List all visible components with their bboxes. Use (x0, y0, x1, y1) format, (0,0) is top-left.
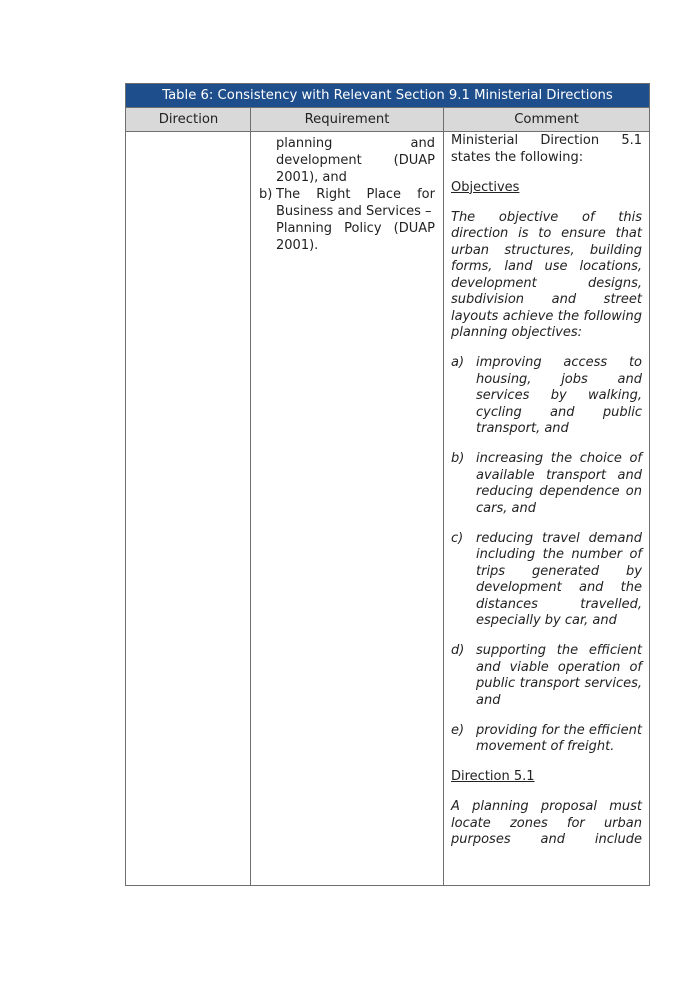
list-text: supporting the efficient and viable operation of public transport services, and (476, 643, 642, 708)
direction-heading: Direction 5.1 (451, 769, 535, 784)
list-text: reducing travel demand including the number of trips generated by development and the distances travelled, especially by car, and (476, 530, 642, 628)
requirement-item-b-line-3 (276, 220, 435, 237)
list-text: increasing the choice of available transport and reducing dependence on cars, and (476, 451, 642, 516)
list-marker: e) (451, 722, 465, 738)
table-header-row (126, 108, 649, 132)
list-item (451, 723, 642, 756)
header-comment: Comment (514, 112, 579, 127)
requirement-item-b-marker: b) (259, 187, 273, 202)
req-word: Policy (344, 221, 382, 236)
requirement-line-1 (276, 135, 435, 152)
list-item (451, 451, 642, 517)
requirement-line-2 (276, 152, 435, 169)
ministerial-directions-table (125, 83, 650, 886)
req-word: Place (366, 187, 402, 202)
req-word: for (417, 187, 435, 202)
req-word: development (276, 153, 362, 168)
req-word: and (410, 136, 435, 151)
list-text: providing for the efficient movement of freight. (476, 722, 642, 754)
requirement-item-b-line-2: Business and Services – (276, 204, 432, 219)
header-requirement: Requirement (304, 112, 390, 127)
req-word: (DUAP (393, 153, 435, 168)
column-divider-2 (443, 108, 444, 885)
table-title: Table 6: Consistency with Relevant Section 9.1 Ministerial Directions (126, 84, 649, 108)
req-word: Planning (276, 221, 332, 236)
requirement-item-b-line-1 (276, 186, 435, 203)
header-direction: Direction (158, 112, 219, 127)
list-marker: d) (451, 643, 465, 658)
comment-intro: Ministerial Direction 5.1 states the following: (451, 133, 642, 165)
direction-text: A planning proposal must locate zones for urban purposes and include (451, 799, 642, 847)
req-word: Right (316, 187, 351, 202)
req-word: (DUAP (393, 221, 435, 236)
req-word: The (276, 187, 301, 202)
list-item (451, 355, 642, 438)
list-marker: b) (451, 451, 465, 466)
req-word: planning (276, 136, 333, 151)
requirement-item-b-line-4: 2001). (276, 238, 319, 253)
list-marker: c) (451, 530, 464, 546)
column-divider-1 (250, 108, 251, 885)
requirement-line-3: 2001), and (276, 170, 347, 185)
list-marker: a) (451, 355, 465, 370)
objective-text: The objective of this direction is to ensure that urban structures, building forms, land use locations, development designs, subdivision and street layouts achieve the following planning objectives: (451, 209, 642, 340)
comment-cell (451, 133, 642, 849)
list-item (451, 531, 642, 630)
list-item (451, 643, 642, 709)
objectives-heading: Objectives (451, 179, 520, 195)
list-text: improving access to housing, jobs and services by walking, cycling and public transport, and (476, 355, 642, 436)
